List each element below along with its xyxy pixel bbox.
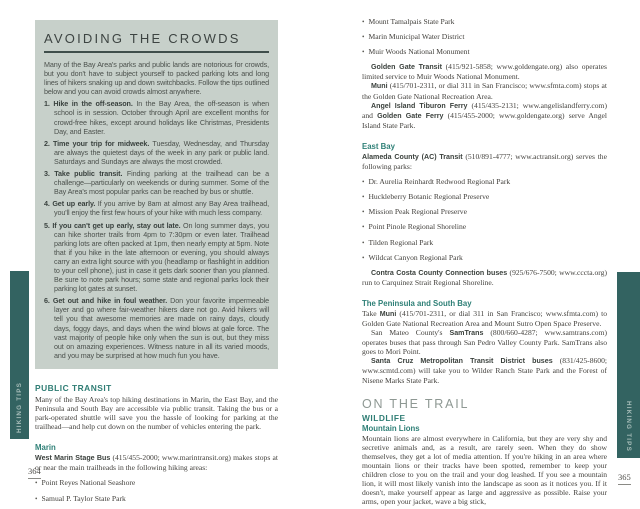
list-item	[362, 32, 607, 42]
transit-agency-name: Santa Cruz Metropolitan Transit District buses	[371, 357, 553, 366]
list-item	[362, 222, 607, 232]
bullet-text: Mission Peak Regional Preserve	[368, 207, 467, 217]
bullet-icon: •	[362, 178, 365, 187]
avoiding-crowds-box	[35, 20, 278, 369]
tip-item: 1. Hike in the off-season. In the Bay Area, the off-season is when school is in session. October through April are excellent months for crowd-free hikes, except around holidays like Christmas, Presidents Day, and Easter.	[44, 99, 269, 136]
bullet-icon: •	[362, 48, 365, 57]
tip-item: 4. Get up early. If you arrive by 8am at almost any Bay Area trailhead, you'll enjoy the first few hours of your hike with much less company.	[44, 199, 270, 218]
bullet-icon: •	[362, 208, 365, 217]
tip-number: 5.	[44, 220, 53, 230]
bullet-text: Wildcat Canyon Regional Park	[368, 252, 463, 262]
paragraph: San Mateo County's SamTrans (800/660-4287; www.samtrans.com) operates buses that pass through San Pedro Valley County Park. SamTrans also goes to Mori Point.	[362, 328, 608, 357]
wildlife-heading: WILDLIFE	[362, 412, 406, 423]
tip-number: 2.	[44, 138, 53, 148]
marin-bullets-left	[35, 478, 278, 503]
transit-agency-name: Angel Island Tiburon Ferry	[371, 101, 468, 110]
bullet-text: Dr. Aurelia Reinhardt Redwood Regional Park	[368, 177, 511, 187]
box-intro: Many of the Bay Area's parks and public lands are notorious for crowds, but you don't have to subject yourself to packed parking lots and long lines of hikers snaking up and down switchbacks. Follow the tips outlined below and you can avoid crowds almost anywhere.	[44, 60, 269, 97]
right-page	[362, 17, 607, 506]
east-bay-intro	[362, 152, 607, 171]
bullet-text: Tilden Regional Park	[368, 237, 434, 247]
tip-lead: Get up early.	[52, 199, 98, 209]
tip-lead: Hike in the off-season.	[53, 99, 137, 109]
box-title: AVOIDING THE CROWDS	[44, 31, 241, 46]
peninsula-heading: The Peninsula and South Bay	[362, 298, 472, 308]
list-item	[35, 478, 278, 488]
list-item	[362, 47, 607, 57]
transit-agency-name: Muni	[379, 309, 397, 318]
right-hiking-tips-tab	[617, 272, 640, 458]
list-item	[362, 253, 607, 263]
tip-item: 5. If you can't get up early, stay out late. On long summer days, you can hike shorter trails from 4pm to 7:30pm or even later. Trailhead parking lots are often packed at 1pm, then nearly empty at 5pm. Note that if you hike in the late afternoon or evening, you should always carry an extra light source with you (headlamp or flashlight in addition to your cell phone), just in case it gets dark sooner than you planned. Be sure to note park hours; some state and regional parks lock their parking lot gates at sunset.	[44, 220, 269, 294]
transit-agency-name: Golden Gate Ferry	[377, 111, 444, 120]
east-bay-heading: East Bay	[362, 141, 395, 151]
paragraph: Take Muni (415/701-2311, or dial 311 in San Francisco; www.sfmta.com) to Golden Gate National Recreation Area and Mount Sutro Open Space Preserve.	[362, 308, 607, 328]
bullet-text: Point Reyes National Seashore	[41, 478, 136, 488]
list-item	[362, 177, 607, 187]
tip-lead: Time your trip for midweek.	[53, 138, 153, 148]
tip-number: 6.	[44, 296, 53, 306]
tip-lead: Get out and hike in foul weather.	[52, 296, 171, 306]
left-hiking-tips-tab	[10, 271, 29, 439]
left-page	[35, 20, 278, 509]
on-the-trail-heading: ON THE TRAIL	[362, 396, 470, 411]
left-tab-label: HIKING TIPS	[16, 382, 23, 433]
transit-agency-name: Contra Costa County Connection buses	[371, 268, 508, 277]
list-item	[362, 17, 607, 27]
bullet-text: Point Pinole Regional Shoreline	[368, 222, 467, 232]
mountain-lions-body: Mountain lions are almost everywhere in California, but they are very shy and secretive animals and, as a result, are rarely seen. When they do show themselves, they get a lot of media attention. If you're hiking in an area where mountain lions or their tracks have been spotted, remember to keep your children close to you on the trail and your dog leashed. If you see a mountain lion, it will most likely vanish into the landscape as soon as it notices you. If it doesn't, make yourself appear as large and aggressive as possible. Raise your arms, open your jacket, wave a big stick,	[362, 433, 607, 507]
bullet-icon: •	[362, 253, 365, 262]
tip-item: 6. Get out and hike in foul weather. Don your favorite impermeable layer and go where fair-weather hikers dare not go. Avid hikers will tell you that awesome memories are made on rainy days, cloudy days, foggy days, and days when the wind blows at gale force. The vast majority of people hike only when the sun is out, but they miss out on amazing experiences. Witness nature in all its varied moods, and you may be surprised at how much fun you have.	[44, 296, 270, 360]
paragraph: Golden Gate Transit (415/921-5858; www.goldengate.org) also operates limited service to Muir Woods National Monument.	[362, 62, 607, 82]
bullet-text: Marin Municipal Water District	[368, 32, 465, 42]
marin-lead-paragraphs	[35, 453, 278, 472]
bullet-icon: •	[35, 494, 38, 503]
paragraph: Santa Cruz Metropolitan Transit District buses (831/425-8600; www.scmtd.com) will take you to Wilder Ranch State Park and the Forest of Nisene Marks State Park.	[362, 356, 607, 385]
bullet-text: Mount Tamalpais State Park	[368, 17, 455, 26]
tip-number: 4.	[44, 199, 53, 209]
marin-heading: Marin	[35, 443, 56, 453]
tip-item: 2. Time your trip for midweek. Tuesday, Wednesday, and Thursday are always the quietest days of the week in any park or public land. Saturdays and Sundays are always the most crowded.	[44, 138, 269, 166]
paragraph: Alameda County (AC) Transit (510/891-4777; www.actransit.org) serves the following parks:	[362, 151, 607, 172]
paragraph: Contra Costa County Connection buses (925/676-7500; www.cccta.org) run to Carquinez Strait Regional Shoreline.	[362, 267, 607, 287]
public-transit-body: Many of the Bay Area's top hiking destinations in Marin, the East Bay, and the Peninsula and South Bay are accessible via public transit. Taking the bus or a park-operated shuttle will save you the hassle of looking for parking at the trailhead—and help cut down on the number of vehicles entering the park.	[35, 394, 278, 432]
tip-lead: Take public transit.	[54, 169, 127, 179]
bullet-icon: •	[362, 223, 365, 232]
bullet-icon: •	[362, 18, 365, 26]
box-title-rule	[44, 51, 269, 53]
marin-transit-paragraphs	[362, 62, 607, 130]
east-bay-bullets	[362, 177, 607, 263]
right-page-number: 365	[618, 472, 631, 485]
bullet-text: Samual P. Taylor State Park	[41, 493, 126, 503]
bullet-text: Huckleberry Botanic Regional Preserve	[368, 192, 490, 202]
list-item	[362, 192, 607, 202]
left-page-number: 364	[28, 466, 41, 479]
marin-bullets-right	[362, 17, 607, 57]
transit-agency-name: Alameda County (AC) Transit	[362, 152, 463, 161]
bullet-icon: •	[362, 238, 365, 247]
right-tab-label: HIKING TIPS	[625, 401, 632, 452]
transit-agency-name: SamTrans	[449, 329, 484, 338]
public-transit-heading: PUBLIC TRANSIT	[35, 382, 112, 393]
paragraph: Angel Island Tiburon Ferry (415/435-2131; www.angelislandferry.com) and Golden Gate Ferry (415/455-2000; www.goldengate.org) serve Angel Island State Park.	[362, 100, 607, 130]
tips-list	[44, 99, 269, 360]
tip-lead: If you can't get up early, stay out late.	[52, 220, 184, 230]
bullet-text: Muir Woods National Monument	[368, 47, 470, 57]
paragraph: West Marin Stage Bus (415/455-2000; www.marintransit.org) makes stops at or near the main trailheads in the following hiking areas:	[35, 453, 278, 473]
list-item	[362, 238, 607, 248]
bullet-icon: •	[362, 193, 365, 202]
mountain-lions-heading: Mountain Lions	[362, 423, 420, 433]
transit-agency-name: Muni	[371, 82, 388, 91]
east-bay-outro	[362, 268, 607, 287]
paragraph: Muni (415/701-2311, or dial 311 in San Francisco; www.sfmta.com) stops at the Golden Gate National Recreation Area.	[362, 81, 607, 101]
box-body	[44, 60, 269, 360]
tip-item: 3. Take public transit. Finding parking at the trailhead can be a challenge—particularly on weekends or during summer. Some of the Bay Area's most popular parks can be reached by bus or shuttle.	[44, 169, 269, 197]
transit-agency-name: Golden Gate Transit	[371, 63, 442, 72]
transit-agency-name: West Marin Stage Bus	[35, 454, 111, 463]
peninsula-paragraphs	[362, 309, 607, 385]
bullet-icon: •	[362, 33, 365, 42]
list-item	[35, 494, 278, 504]
bullet-icon: •	[35, 479, 38, 488]
tip-number: 3.	[44, 169, 55, 179]
tip-number: 1.	[44, 99, 54, 109]
list-item	[362, 207, 607, 217]
